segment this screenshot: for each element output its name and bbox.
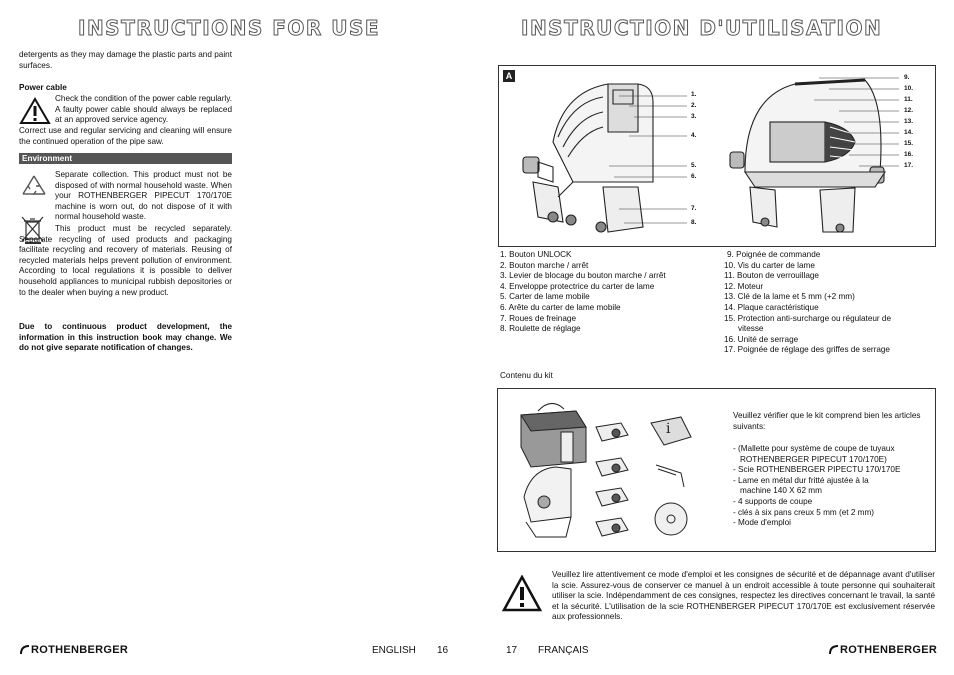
warning-icon	[502, 575, 542, 613]
figure-label: A	[503, 70, 515, 82]
kit-item: ROTHENBERGER PIPECUT 170/170E)	[740, 454, 887, 464]
legend-item: 4. Enveloppe protectrice du carter de lame	[500, 281, 655, 291]
kit-item: - 4 supports de coupe	[733, 496, 813, 506]
warning-text: Veuillez lire attentivement ce mode d'emploi et les consignes de sécurité et de dépannage avant d'utiliser la scie. Assurez-vous de conserver ce manuel à un endroit accessible à toute personne qui souhaiterait utiliser la scie. Indépendamment de ces consignes, respectez les directives concernant le travail, la santé et la sécurité. L'utilisation de la scie ROTHENBERGER PIPECUT 170/170E est exclusivement réservée aux professionnels.	[552, 570, 935, 622]
right-language: FRANÇAIS	[538, 645, 589, 656]
right-page-title: INSTRUCTION D'UTILISATION	[521, 16, 883, 40]
kit-items-list	[733, 444, 900, 529]
kit-intro: Veuillez vérifier que le kit comprend bien les articles suivants:	[733, 411, 921, 431]
environment-heading: Environment	[19, 153, 232, 164]
right-logo-text: ROTHENBERGER	[840, 644, 938, 656]
legend-left	[500, 250, 666, 335]
power-cable-text: Check the condition of the power cable regularly. A faulty power cable should always be replaced at an approved service agency.	[55, 94, 232, 125]
right-logo	[828, 644, 937, 656]
left-logo-text: ROTHENBERGER	[31, 644, 129, 656]
legend-item: 6. Arête du carter de lame mobile	[500, 302, 621, 312]
callout-2: 2.	[691, 102, 697, 109]
intro-text: detergents as they may damage the plastic parts and paint surfaces.	[19, 50, 232, 70]
legend-item: 13. Clé de la lame et 5 mm (+2 mm)	[724, 292, 855, 302]
power-cable-heading: Power cable	[19, 83, 67, 92]
callout-15: 15.	[904, 140, 914, 147]
callout-17: 17.	[904, 162, 914, 169]
kit-item: - clés à six pans creux 5 mm (et 2 mm)	[733, 507, 875, 517]
legend-item: 9. Poignée de commande	[727, 250, 821, 259]
recycle-icon	[19, 172, 49, 202]
rothenberger-logo-icon	[828, 644, 840, 656]
callout-12: 12.	[904, 107, 914, 114]
power-cable-text-2: Correct use and regular servicing and cleaning will ensure the continued operation of the pipe saw.	[19, 126, 232, 146]
kit-item: - Mode d'emploi	[733, 518, 791, 528]
legend-item: 12. Moteur	[724, 281, 764, 291]
callout-lines-left	[599, 86, 699, 236]
environment-text: Separate collection. This product must not be disposed of with normal household waste. When your ROTHENBERGER PIPECUT 170/170E machine is worn out, do not dispose of it with normal household waste.	[55, 170, 232, 222]
legend-item: 14. Plaque caractéristique	[724, 302, 819, 312]
callout-11: 11.	[904, 96, 913, 103]
kit-contents-drawing	[516, 397, 716, 547]
right-page-number: 17	[506, 645, 518, 656]
legend-item: 15. Protection anti-surcharge ou régulateur de	[724, 313, 892, 323]
callout-4: 4.	[691, 132, 697, 139]
legend-item: vitesse	[738, 324, 764, 334]
legend-item: 11. Bouton de verrouillage	[724, 271, 819, 281]
legend-item: 17. Poignée de réglage des griffes de serrage	[724, 345, 890, 355]
legend-item: 1. Bouton UNLOCK	[500, 250, 572, 259]
notice-text: Due to continuous product development, the information in this instruction book may change. We do not give separate notification of changes.	[19, 322, 232, 353]
left-page-title: INSTRUCTIONS FOR USE	[78, 16, 381, 40]
callout-1: 1.	[691, 91, 697, 98]
kit-item: machine 140 X 62 mm	[740, 486, 822, 496]
kit-item: - Scie ROTHENBERGER PIPECTU 170/170E	[733, 465, 901, 475]
callout-13: 13.	[904, 118, 914, 125]
rothenberger-logo-icon	[19, 644, 31, 656]
callout-5: 5.	[691, 162, 697, 169]
kit-item: - (Mallette pour système de coupe de tuyaux	[733, 444, 895, 453]
warning-icon	[19, 97, 51, 125]
callout-16: 16.	[904, 151, 914, 158]
legend-item: 16. Unité de serrage	[724, 334, 799, 344]
callout-8: 8.	[691, 219, 697, 226]
kit-box	[497, 388, 936, 552]
environment-text-2: This product must be recycled separately. Separate recycling of used products and packaging facilitate recycling and recovery of materials. Reusing of recycled materials helps prevent pollution of environment. According to local regulations it is possible to deliver household appliances to municipal rubbish depositories or to the dealer when buying a new product.	[19, 224, 232, 297]
figure-a	[498, 65, 936, 247]
callout-14: 14.	[904, 129, 914, 136]
callout-lines-right	[799, 74, 909, 174]
left-page-number: 16	[437, 645, 449, 656]
callout-3: 3.	[691, 113, 697, 120]
legend-item: 7. Roues de freinage	[500, 313, 577, 323]
legend-item: 3. Levier de blocage du bouton marche / arrêt	[500, 271, 666, 281]
kit-item: - Lame en métal dur fritté ajustée à la	[733, 475, 869, 485]
callout-6: 6.	[691, 173, 697, 180]
legend-item: 5. Carter de lame mobile	[500, 292, 590, 302]
callout-9: 9.	[904, 74, 910, 81]
callout-7: 7.	[691, 205, 697, 212]
callout-10: 10.	[904, 85, 914, 92]
svg-text:i: i	[666, 421, 671, 437]
legend-right	[724, 250, 891, 356]
legend-item: 8. Roulette de réglage	[500, 324, 581, 334]
legend-item: 10. Vis du carter de lame	[724, 260, 815, 270]
left-language: ENGLISH	[372, 645, 416, 656]
kit-heading: Contenu du kit	[500, 371, 553, 380]
left-logo	[19, 644, 128, 656]
legend-item: 2. Bouton marche / arrêt	[500, 260, 589, 270]
